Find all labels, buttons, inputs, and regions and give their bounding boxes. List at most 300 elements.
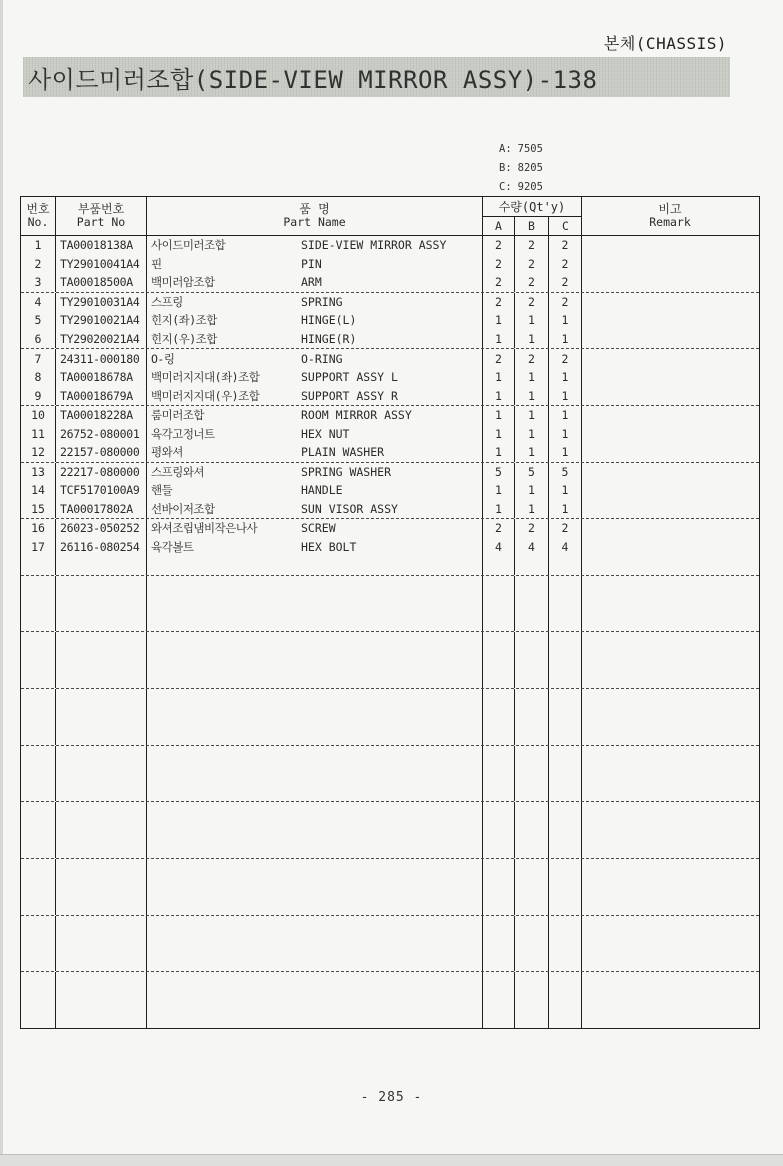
cell-part-no: 22157-080000: [56, 443, 147, 462]
cell-qty-a: 2: [483, 255, 515, 274]
cell-part-no: [56, 821, 147, 840]
legend-value-b: 8205: [517, 162, 543, 174]
cell-qty-b: 1: [515, 424, 549, 443]
cell-no: [21, 859, 56, 878]
header-part-no: [56, 197, 147, 235]
cell-qty-c: [549, 613, 582, 632]
cell-qty-a: 4: [483, 538, 515, 557]
part-name-en: HEX NUT: [301, 426, 350, 441]
cell-qty-c: [549, 916, 582, 935]
cell-part-no: [56, 689, 147, 708]
cell-remark: [582, 934, 758, 953]
part-name-en: PLAIN WASHER: [301, 445, 385, 460]
cell-qty-b: 2: [515, 255, 549, 274]
cell-part-name: [147, 991, 483, 1010]
cell-part-no: TY29010041A4: [56, 255, 147, 274]
cell-no: 11: [21, 424, 56, 443]
cell-no: [21, 916, 56, 935]
cell-no: 5: [21, 311, 56, 330]
cell-qty-a: [483, 764, 515, 783]
page-title: [23, 57, 730, 97]
cell-qty-c: [549, 783, 582, 802]
legend-line-a: [499, 140, 543, 159]
cell-part-no: [56, 783, 147, 802]
part-name-ko: 백미러지지대(좌)조합: [151, 370, 260, 385]
table-row: [21, 481, 759, 500]
table-row-empty: [21, 840, 759, 860]
cell-part-name: [147, 424, 483, 443]
cell-part-no: [56, 896, 147, 915]
cell-qty-a: [483, 613, 515, 632]
cell-qty-c: 1: [549, 481, 582, 500]
part-name-en: SUPPORT ASSY L: [301, 370, 398, 385]
cell-qty-c: [549, 802, 582, 821]
cell-no: [21, 896, 56, 915]
part-name-en: O-RING: [301, 351, 343, 366]
cell-part-no: [56, 613, 147, 632]
cell-remark: [582, 613, 758, 632]
cell-part-name: [147, 576, 483, 595]
cell-qty-c: [549, 953, 582, 972]
cell-remark: [582, 670, 758, 689]
cell-qty-b: [515, 802, 549, 821]
cell-qty-a: [483, 859, 515, 878]
cell-qty-a: [483, 708, 515, 727]
cell-part-name: [147, 746, 483, 765]
cell-remark: [582, 330, 758, 349]
part-name-ko: 육각볼트: [151, 540, 194, 555]
cell-qty-a: [483, 1009, 515, 1028]
part-name-ko: 힌지(좌)조합: [151, 313, 217, 328]
cell-qty-b: 4: [515, 538, 549, 557]
cell-no: [21, 632, 56, 651]
part-name-en: HINGE(L): [301, 313, 357, 328]
cell-qty-c: 2: [549, 519, 582, 538]
cell-remark: [582, 368, 758, 387]
cell-part-name: [147, 406, 483, 425]
cell-qty-a: 2: [483, 273, 515, 292]
section-label: 본체(CHASSIS): [603, 34, 727, 53]
cell-remark: [582, 746, 758, 765]
header-qty-abc: [483, 217, 581, 235]
cell-no: [21, 594, 56, 613]
cell-remark: [582, 708, 758, 727]
cell-qty-a: 1: [483, 330, 515, 349]
cell-part-no: [56, 878, 147, 897]
cell-part-no: [56, 953, 147, 972]
cell-qty-b: [515, 746, 549, 765]
cell-part-no: [56, 859, 147, 878]
page-number: - 285 -: [360, 1090, 423, 1105]
part-name-en: SIDE-VIEW MIRROR ASSY: [301, 238, 447, 253]
cell-no: [21, 746, 56, 765]
table-row: [21, 406, 759, 425]
cell-part-no: [56, 972, 147, 991]
cell-remark: [582, 293, 758, 312]
header-part-no-en: Part No: [76, 215, 126, 229]
cell-remark: [582, 821, 758, 840]
cell-qty-c: [549, 670, 582, 689]
header-qty-b: B: [515, 217, 549, 235]
cell-qty-b: [515, 953, 549, 972]
cell-part-no: TA00018678A: [56, 368, 147, 387]
cell-remark: [582, 481, 758, 500]
cell-qty-b: [515, 689, 549, 708]
table-row: [21, 330, 759, 350]
cell-remark: [582, 556, 758, 575]
cell-qty-b: [515, 556, 549, 575]
cell-part-no: TCF5170100A9: [56, 481, 147, 500]
cell-qty-b: 2: [515, 236, 549, 255]
cell-remark: [582, 953, 758, 972]
cell-remark: [582, 236, 758, 255]
cell-remark: [582, 726, 758, 745]
table-row: [21, 293, 759, 312]
table-row-empty: [21, 802, 759, 821]
table-row: [21, 368, 759, 387]
header-part-name-ko: 품 명: [299, 202, 330, 216]
cell-qty-c: 1: [549, 500, 582, 519]
header-part-no-ko: 부품번호: [77, 202, 125, 216]
cell-part-no: 26116-080254: [56, 538, 147, 557]
cell-qty-b: [515, 726, 549, 745]
header-no-en: No.: [27, 215, 49, 229]
table-body: [21, 236, 759, 1028]
cell-qty-a: [483, 896, 515, 915]
cell-qty-b: [515, 878, 549, 897]
cell-qty-b: 1: [515, 481, 549, 500]
cell-qty-c: 2: [549, 273, 582, 292]
part-name-ko: 백미러암조합: [151, 275, 215, 290]
cell-remark: [582, 273, 758, 292]
cell-remark: [582, 972, 758, 991]
cell-qty-b: [515, 991, 549, 1010]
cell-qty-c: [549, 972, 582, 991]
cell-qty-a: 1: [483, 500, 515, 519]
cell-qty-a: [483, 916, 515, 935]
cell-qty-c: [549, 746, 582, 765]
cell-remark: [582, 764, 758, 783]
cell-part-name: [147, 708, 483, 727]
header-remark-en: Remark: [649, 215, 691, 229]
cell-qty-a: [483, 594, 515, 613]
cell-qty-c: [549, 708, 582, 727]
cell-part-name: [147, 689, 483, 708]
cell-part-no: TY29010021A4: [56, 311, 147, 330]
part-name-en: ARM: [301, 275, 322, 290]
cell-part-no: [56, 556, 147, 575]
cell-part-no: [56, 764, 147, 783]
cell-no: [21, 991, 56, 1010]
part-name-en: SPRING: [301, 294, 343, 309]
table-row-empty: [21, 1009, 759, 1028]
cell-no: [21, 972, 56, 991]
cell-remark: [582, 783, 758, 802]
table-row-empty: [21, 916, 759, 935]
cell-qty-a: [483, 972, 515, 991]
cell-remark: [582, 840, 758, 859]
header-part-name-en: Part Name: [283, 215, 346, 229]
part-name-ko: 핀: [151, 256, 162, 271]
cell-part-name: [147, 670, 483, 689]
legend-value-c: 9205: [517, 181, 543, 193]
cell-qty-a: 1: [483, 406, 515, 425]
cell-no: [21, 670, 56, 689]
cell-remark: [582, 463, 758, 482]
cell-qty-c: [549, 896, 582, 915]
cell-qty-b: [515, 1009, 549, 1028]
cell-part-name: [147, 293, 483, 312]
cell-qty-c: [549, 576, 582, 595]
cell-qty-c: 1: [549, 311, 582, 330]
cell-part-no: TA00018228A: [56, 406, 147, 425]
cell-part-no: [56, 670, 147, 689]
cell-part-name: [147, 481, 483, 500]
cell-part-name: [147, 859, 483, 878]
table-row-empty: [21, 708, 759, 727]
cell-part-no: TA00017802A: [56, 500, 147, 519]
cell-qty-a: 1: [483, 386, 515, 405]
cell-part-no: [56, 576, 147, 595]
cell-qty-c: 2: [549, 349, 582, 368]
cell-remark: [582, 594, 758, 613]
part-name-en: HEX BOLT: [301, 540, 357, 555]
cell-no: [21, 783, 56, 802]
cell-no: 3: [21, 273, 56, 292]
cell-part-no: [56, 991, 147, 1010]
cell-remark: [582, 878, 758, 897]
cell-qty-a: [483, 576, 515, 595]
cell-no: [21, 1009, 56, 1028]
cell-qty-b: 1: [515, 386, 549, 405]
cell-remark: [582, 991, 758, 1010]
cell-remark: [582, 424, 758, 443]
cell-qty-c: [549, 1009, 582, 1028]
cell-qty-a: [483, 991, 515, 1010]
table-row-empty: [21, 556, 759, 576]
cell-part-name: [147, 726, 483, 745]
table-row-empty: [21, 594, 759, 613]
table-row: [21, 236, 759, 255]
part-name-en: SCREW: [301, 521, 336, 536]
page-title-text: 사이드미러조합(SIDE-VIEW MIRROR ASSY)-138: [28, 65, 598, 94]
header-qty-group: [483, 197, 582, 235]
cell-no: [21, 689, 56, 708]
header-no-ko: 번호: [26, 202, 50, 216]
cell-qty-c: [549, 632, 582, 651]
cell-qty-b: [515, 859, 549, 878]
part-name-ko: 와셔조립냄비작은나사: [151, 521, 258, 536]
cell-qty-a: [483, 746, 515, 765]
cell-qty-c: [549, 594, 582, 613]
cell-part-name: [147, 878, 483, 897]
part-name-ko: 평와셔: [151, 445, 183, 460]
cell-qty-c: 1: [549, 406, 582, 425]
table-row: [21, 443, 759, 463]
cell-part-name: [147, 273, 483, 292]
cell-part-no: 22217-080000: [56, 463, 147, 482]
cell-part-name: [147, 953, 483, 972]
legend-value-a: 7505: [517, 143, 543, 155]
cell-no: [21, 840, 56, 859]
cell-qty-b: [515, 632, 549, 651]
part-name-ko: 백미러지지대(우)조합: [151, 388, 260, 403]
cell-qty-b: [515, 670, 549, 689]
cell-part-name: [147, 840, 483, 859]
table-row-empty: [21, 576, 759, 595]
part-name-en: PIN: [301, 256, 322, 271]
cell-qty-c: [549, 859, 582, 878]
cell-part-name: [147, 236, 483, 255]
cell-part-name: [147, 934, 483, 953]
table-row: [21, 311, 759, 330]
table-row: [21, 500, 759, 520]
cell-qty-c: 1: [549, 368, 582, 387]
cell-qty-b: [515, 821, 549, 840]
cell-part-no: [56, 594, 147, 613]
part-name-ko: 선바이저조합: [151, 501, 215, 516]
table-row-empty: [21, 764, 759, 783]
cell-part-no: [56, 916, 147, 935]
table-row-empty: [21, 689, 759, 708]
cell-qty-b: 1: [515, 368, 549, 387]
cell-part-no: [56, 708, 147, 727]
cell-qty-b: 1: [515, 443, 549, 462]
cell-no: [21, 934, 56, 953]
cell-qty-c: 5: [549, 463, 582, 482]
table-row-empty: [21, 726, 759, 746]
cell-remark: [582, 802, 758, 821]
cell-remark: [582, 576, 758, 595]
table-row-empty: [21, 632, 759, 651]
cell-part-no: [56, 934, 147, 953]
cell-qty-b: [515, 594, 549, 613]
cell-qty-c: [549, 764, 582, 783]
cell-part-name: [147, 802, 483, 821]
table-row: [21, 463, 759, 482]
part-name-ko: 사이드미러조합: [151, 238, 226, 253]
table-row: [21, 349, 759, 368]
cell-remark: [582, 500, 758, 519]
cell-part-name: [147, 783, 483, 802]
cell-qty-b: 1: [515, 330, 549, 349]
cell-part-no: [56, 840, 147, 859]
table-row: [21, 519, 759, 538]
cell-remark: [582, 386, 758, 405]
cell-remark: [582, 1009, 758, 1028]
cell-remark: [582, 406, 758, 425]
header-remark: [582, 197, 758, 235]
cell-no: [21, 613, 56, 632]
cell-part-name: [147, 916, 483, 935]
cell-qty-c: [549, 556, 582, 575]
part-name-ko: 스프링: [151, 294, 183, 309]
table-row-empty: [21, 651, 759, 670]
header-qty-c: C: [562, 219, 569, 233]
cell-no: 7: [21, 349, 56, 368]
cell-part-name: [147, 519, 483, 538]
part-name-en: ROOM MIRROR ASSY: [301, 408, 412, 423]
cell-no: 2: [21, 255, 56, 274]
part-name-ko: 핸들: [151, 483, 173, 498]
cell-qty-b: 1: [515, 311, 549, 330]
table-header: [21, 197, 759, 236]
cell-remark: [582, 632, 758, 651]
cell-no: [21, 726, 56, 745]
cell-qty-a: 2: [483, 236, 515, 255]
table-row: [21, 538, 759, 557]
cell-qty-b: 5: [515, 463, 549, 482]
cell-no: [21, 708, 56, 727]
cell-part-name: [147, 463, 483, 482]
cell-qty-a: 1: [483, 443, 515, 462]
cell-qty-c: 2: [549, 293, 582, 312]
cell-qty-a: 2: [483, 519, 515, 538]
cell-part-name: [147, 311, 483, 330]
cell-remark: [582, 538, 758, 557]
cell-qty-b: [515, 651, 549, 670]
cell-part-no: TY29020021A4: [56, 330, 147, 349]
cell-part-name: [147, 368, 483, 387]
cell-qty-a: [483, 651, 515, 670]
cell-qty-b: [515, 576, 549, 595]
cell-part-name: [147, 594, 483, 613]
part-name-en: SPRING WASHER: [301, 464, 392, 479]
cell-part-name: [147, 386, 483, 405]
table-row-empty: [21, 613, 759, 633]
table-row-empty: [21, 746, 759, 765]
table-row-empty: [21, 896, 759, 916]
cell-remark: [582, 916, 758, 935]
table-row-empty: [21, 953, 759, 973]
cell-qty-b: [515, 972, 549, 991]
legend-line-c: [499, 178, 543, 197]
cell-qty-a: [483, 783, 515, 802]
table-row-empty: [21, 972, 759, 991]
cell-qty-a: 1: [483, 368, 515, 387]
cell-part-no: [56, 746, 147, 765]
table-row: [21, 424, 759, 443]
cell-qty-c: 1: [549, 424, 582, 443]
cell-qty-c: [549, 934, 582, 953]
cell-part-name: [147, 896, 483, 915]
cell-qty-b: [515, 764, 549, 783]
cell-no: [21, 802, 56, 821]
part-name-ko: O-링: [151, 351, 175, 366]
cell-no: 9: [21, 386, 56, 405]
cell-qty-a: [483, 689, 515, 708]
table-row-empty: [21, 878, 759, 897]
part-name-ko: 룸미러조합: [151, 408, 205, 423]
legend-line-b: [499, 159, 543, 178]
scan-edge-left: [0, 0, 3, 1166]
table-row: [21, 386, 759, 406]
cell-qty-a: 1: [483, 424, 515, 443]
cell-part-name: [147, 330, 483, 349]
cell-part-no: [56, 1009, 147, 1028]
cell-qty-a: [483, 878, 515, 897]
parts-table: [20, 196, 760, 1029]
cell-qty-b: [515, 896, 549, 915]
cell-part-no: 26023-050252: [56, 519, 147, 538]
cell-part-name: [147, 349, 483, 368]
cell-part-name: [147, 972, 483, 991]
cell-part-no: TA00018679A: [56, 386, 147, 405]
cell-qty-a: [483, 934, 515, 953]
cell-part-name: [147, 821, 483, 840]
cell-qty-b: [515, 934, 549, 953]
cell-no: 17: [21, 538, 56, 557]
